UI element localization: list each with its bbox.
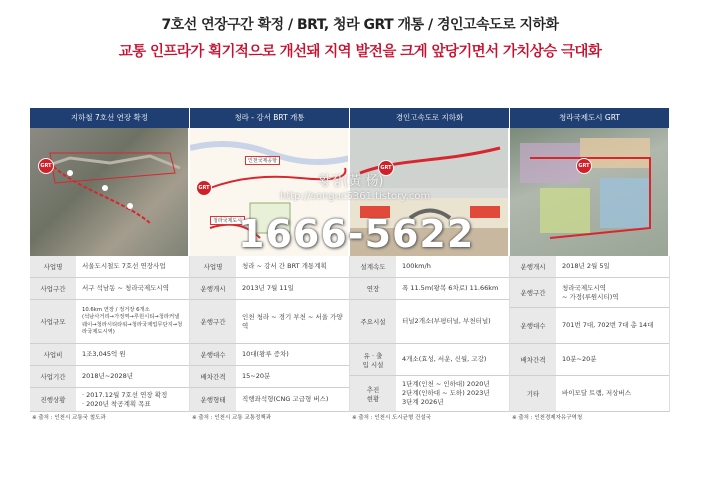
table-row [510,308,669,344]
column-subway [30,256,190,412]
watermark-name: 황장(黃 杨) [318,174,384,189]
row-label: 주요시설 [350,300,396,343]
column-heading: 지하철 7호선 연장 확정 [30,108,190,128]
row-value: 1조3,045억 원 [82,350,126,359]
column-heading: 청라국제도시 GRT [510,108,670,128]
grt-pin-icon: GRT [378,160,394,176]
row-value: 10대(왕루 증차) [242,350,289,359]
table-row [190,344,349,366]
row-value: 1단계(인천 ~ 인하대) 2020년 2단계(인하대 ~ 도하) 2023년 3단계 2026년 [402,380,490,406]
table-row [190,256,349,278]
row-label: 운행대수 [510,308,556,343]
row-value: 바이모달 트램, 저상버스 [562,389,631,398]
row-value: 10분~20분 [562,355,597,364]
grt-pin-icon: GRT [196,180,212,196]
row-value: 701번 7대, 702번 7대 총 14대 [562,321,654,330]
row-label: 운행대수 [190,344,236,365]
row-label: 연장 [350,278,396,299]
table-row [30,388,189,412]
grt-pin-icon: GRT [576,158,592,174]
column-heading: 청라 - 강서 BRT 개통 [190,108,350,128]
row-label: 사업명 [30,256,76,277]
row-label: 배차간격 [190,366,236,387]
table-row [350,344,509,376]
table-row [30,300,189,344]
source-note: ※ 출처 : 인천시 교통 교통정책과 [192,415,271,421]
row-value: 서구 석남동 ~ 청라국제도시역 [82,284,169,293]
header-row [30,108,670,128]
table-row [510,376,669,412]
map-label: 인천국제공항 [245,156,280,165]
table-row [510,278,669,308]
grt-pin-icon: GRT [38,158,54,174]
subway-route-map [30,128,190,256]
source-note: ※ 출처 : 인천시 도시균형 건설국 [352,415,431,421]
row-label: 사업비 [30,344,76,365]
row-value: 청라국제도시역 ~ 가정(루원시티)역 [562,283,619,301]
map-label: 청라국제도시 [210,216,245,225]
column-grt [510,256,670,412]
page-title: 7호선 연장구간 확정 / BRT, 청라 GRT 개통 / 경인고속도로 지하화 [161,17,559,33]
table-row [190,388,349,412]
row-label: 설계속도 [350,256,396,277]
page-subtitle: 교통 인프라가 획기적으로 개선돼 지역 발전을 크게 앞당기면서 가치상승 극대화 [118,44,602,60]
row-value: 2018년 2월 5일 [562,262,610,271]
row-value: 10.6km 연장 / 정거장 6개소 (석남사거리→가정역→루원시티→청라커낼웨이→청라시티타워→청라국제업무단지→청라국제도시역) [82,307,183,335]
row-label: 진행상황 [30,388,76,411]
row-label: 운행구간 [510,278,556,307]
table-row [30,278,189,300]
table-row [30,344,189,366]
table-row [350,300,509,344]
info-grid [30,108,670,424]
row-value: 인천 청라 ~ 경기 부천 ~ 서울 가양역 [242,312,343,330]
table-row [510,344,669,376]
row-label: 운행개시 [190,278,236,299]
column-brt [190,256,350,412]
source-note: ※ 출처 : 인천경제자유구역청 [512,415,583,421]
source-note: ※ 출처 : 인천시 교통국 철도과 [32,415,106,421]
row-label: 사업구간 [30,278,76,299]
source-row [30,412,670,424]
info-table [30,256,670,412]
row-value: 4개소(효성, 서운, 신월, 고강) [402,355,487,364]
table-row [30,256,189,278]
row-label: 운행개시 [510,256,556,277]
table-row [510,256,669,278]
table-row [350,376,509,412]
row-value: 15~20분 [242,372,271,381]
watermark-url: http://songuc5361.tistory.com [280,191,431,202]
grt-map-image [510,128,670,256]
row-label: 사업명 [190,256,236,277]
row-value: 직행좌석형(CNG 고급형 버스) [242,395,329,404]
row-value: 2018년~2028년 [82,372,134,381]
table-row [190,278,349,300]
phone-number-overlay: 1666-5622 [238,212,475,256]
subway-map-image [30,128,190,256]
row-label: 배차간격 [510,344,556,375]
column-expressway [350,256,510,412]
row-value: 2013년 7월 11일 [242,284,294,293]
grt-route-map [510,128,670,256]
row-label: 추진 현황 [350,376,396,411]
row-value: 서울도시철도 7호선 연장사업 [82,262,166,271]
table-row [350,256,509,278]
row-value: 청라 ~ 강서 간 BRT 개통계획 [242,262,327,271]
row-label: 기타 [510,376,556,411]
row-label: 유 · 출 입 시설 [350,344,396,375]
row-value: 터널2개소(부평터널, 부천터널) [402,317,491,326]
row-label: 운행형태 [190,388,236,411]
row-value: 100km/h [402,262,431,271]
table-row [190,300,349,344]
row-label: 운행구간 [190,300,236,343]
row-label: 사업규모 [30,300,76,343]
row-label: 사업기간 [30,366,76,387]
row-value: · 2017.12월 7호선 연장 확정 · 2020년 착공계획 목표 [82,390,168,408]
table-row [350,278,509,300]
row-value: 폭 11.5m(왕복 6차로) 11.66km [402,284,499,293]
table-row [30,366,189,388]
table-row [190,366,349,388]
column-heading: 경인고속도로 지하화 [350,108,510,128]
